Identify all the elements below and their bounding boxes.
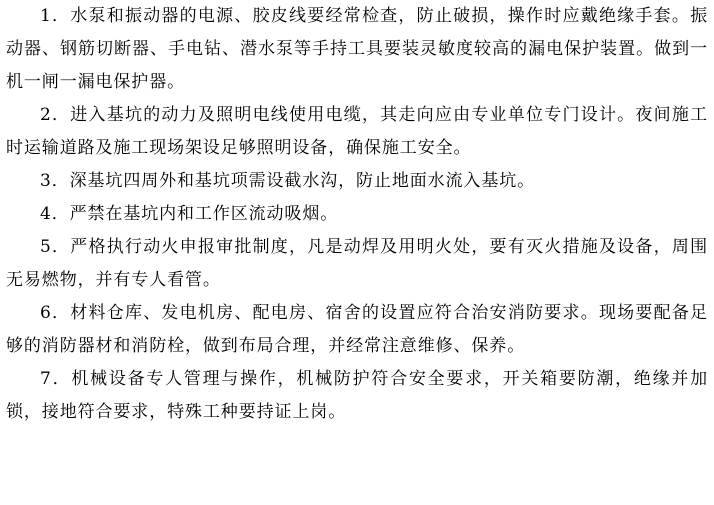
paragraph-5: 5．严格执行动火申报审批制度，凡是动焊及用明火处，要有灭火措施及设备，周围无易燃物，并有专人看管。	[6, 237, 708, 290]
paragraph-4: 4．严禁在基坑内和工作区流动吸烟。	[40, 204, 339, 224]
paragraph-7: 7．机械设备专人管理与操作，机械防护符合安全要求，开关箱要防潮，绝缘并加锁，接地符合要求，特殊工种要持证上岗。	[6, 369, 708, 422]
paragraph-1: 1．水泵和振动器的电源、胶皮线要经常检查，防止破损，操作时应戴绝缘手套。振动器、钢筋切断器、手电钻、潜水泵等手持工具要装灵敏度较高的漏电保护装置。做到一机一闸一漏电保护器。	[6, 6, 708, 92]
paragraph-6: 6．材料仓库、发电机房、配电房、宿舍的设置应符合治安消防要求。现场要配备足够的消防器材和消防栓，做到布局合理，并经常注意维修、保养。	[6, 303, 708, 356]
paragraph-3: 3．深基坑四周外和基坑项需设截水沟，防止地面水流入基坑。	[40, 171, 536, 191]
paragraph-2: 2．进入基坑的动力及照明电线使用电缆，其走向应由专业单位专门设计。夜间施工时运输道路及施工现场架设足够照明设备，确保施工安全。	[6, 105, 708, 158]
document-body	[6, 0, 708, 429]
